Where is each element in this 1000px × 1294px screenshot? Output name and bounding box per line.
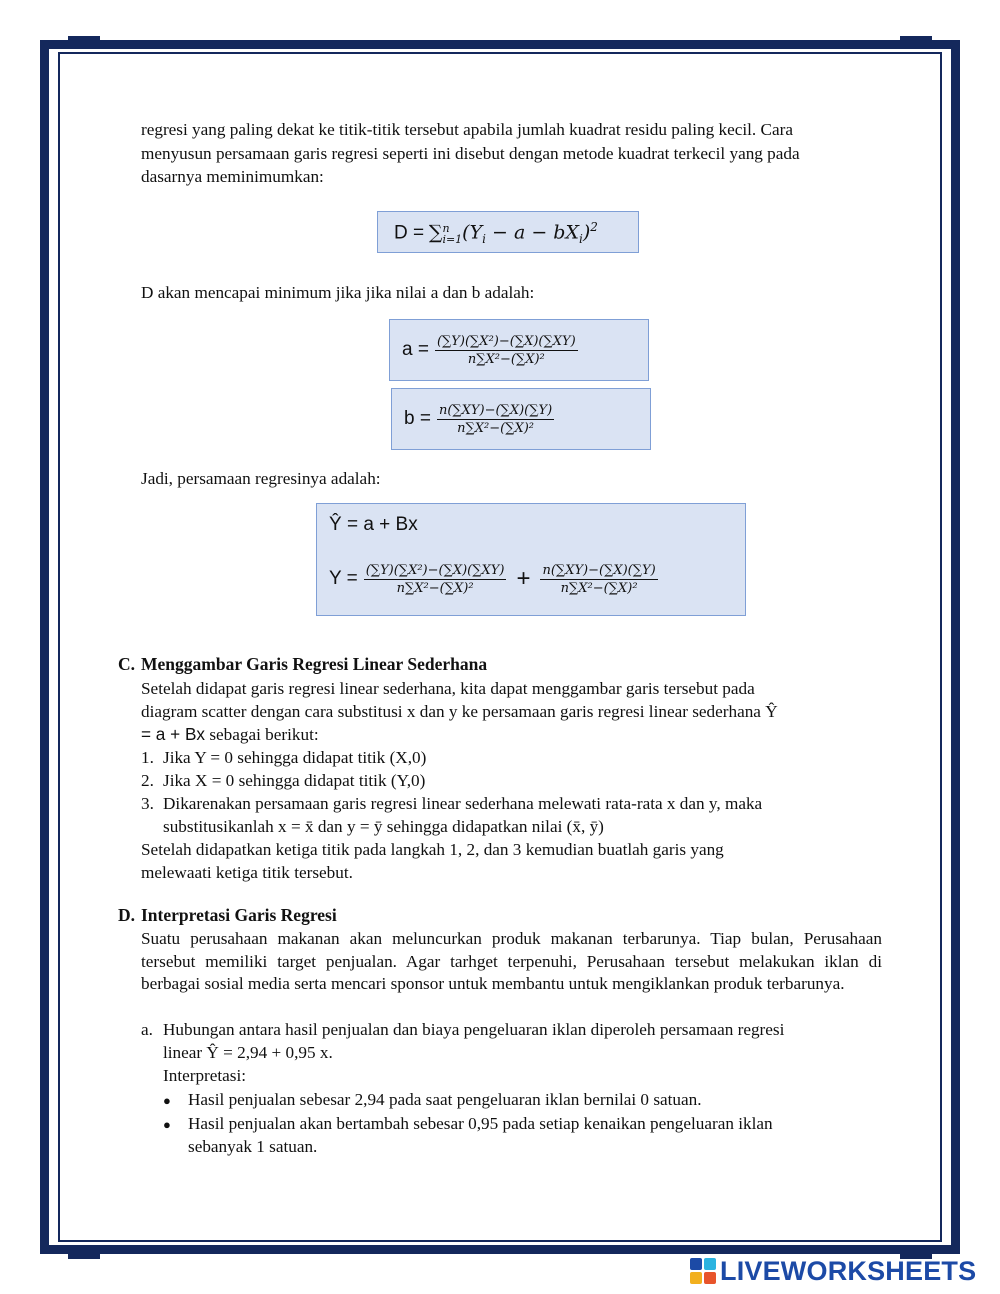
bullet-text: Hasil penjualan sebesar 2,94 pada saat pengeluaran iklan bernilai 0 satuan. bbox=[188, 1090, 702, 1109]
corner-decoration bbox=[900, 36, 932, 45]
logo-mark-tile bbox=[690, 1258, 702, 1270]
formula-y-fraction-a bbox=[364, 563, 507, 596]
formula-b-denominator: n∑X²−(∑X)² bbox=[457, 420, 535, 436]
formula-b-numerator: n(∑XY)−(∑X)(∑Y) bbox=[438, 402, 553, 418]
formula-b-box bbox=[391, 388, 651, 450]
section-c-closing: melewaati ketiga titik tersebut. bbox=[141, 863, 353, 882]
intro-paragraph bbox=[141, 118, 883, 189]
liveworksheets-logo bbox=[690, 1256, 976, 1286]
section-c-line bbox=[141, 723, 319, 746]
formula-d-power: 2 bbox=[590, 220, 598, 234]
formula-y-fraction-b bbox=[540, 563, 657, 596]
formula-d-lhs: D = bbox=[394, 222, 425, 244]
sum-limits bbox=[442, 223, 462, 245]
list-item-number: 1. bbox=[141, 748, 154, 767]
bullet-item bbox=[163, 1088, 702, 1112]
list-item-text: Jika Y = 0 sehingga didapat titik (X,0) bbox=[163, 748, 427, 767]
section-c-line: Setelah didapat garis regresi linear sederhana, kita dapat menggambar garis tersebut pada bbox=[141, 679, 755, 698]
section-c-closing: Setelah didapatkan ketiga titik pada langkah 1, 2, dan 3 kemudian buatlah garis yang bbox=[141, 840, 724, 859]
formula-a-lhs: a = bbox=[402, 339, 429, 360]
conclusion-text: Jadi, persamaan regresinya adalah: bbox=[141, 469, 381, 488]
corner-decoration bbox=[68, 1250, 100, 1259]
formula-y-a-numerator: (∑Y)(∑X²)−(∑X)(∑XY) bbox=[365, 562, 505, 578]
logo-mark-icon bbox=[690, 1258, 716, 1284]
list-item-text: Dikarenakan persamaan garis regresi linear sederhana melewati rata-rata x dan y, maka bbox=[163, 794, 763, 813]
logo-mark-tile bbox=[690, 1272, 702, 1284]
formula-d-subscript: i bbox=[482, 232, 486, 247]
formula-d-middle: − a − bX bbox=[485, 221, 579, 244]
section-c-title: Menggambar Garis Regresi Linear Sederhana bbox=[141, 654, 488, 674]
section-c-label: C. bbox=[118, 654, 136, 674]
section-d-paragraph: Suatu perusahaan makanan akan meluncurkan produk makanan terbarunya. Tiap bulan, Perusahaan tersebut memiliki target penjualan. Agar tarhget terpenuhi, Perusahaan tersebut melakukan iklan di berbagai sosial media serta mencari sponsor untuk membantu untuk mengiklankan produk terbarunya. bbox=[141, 929, 882, 993]
section-c-line bbox=[141, 700, 778, 723]
formula-b-lhs: b = bbox=[404, 408, 431, 429]
formula-a-denominator: n∑X²−(∑X)² bbox=[467, 351, 545, 367]
logo-mark-tile bbox=[704, 1272, 716, 1284]
logo-mark-tile bbox=[704, 1258, 716, 1270]
interpretation-label: Interpretasi: bbox=[163, 1066, 247, 1085]
list-item bbox=[141, 769, 426, 792]
corner-decoration bbox=[68, 36, 100, 45]
list-item bbox=[141, 746, 427, 769]
bullet-icon: ● bbox=[163, 1117, 171, 1132]
formula-a-fraction bbox=[435, 334, 578, 367]
formula-a-numerator: (∑Y)(∑X²)−(∑X)(∑XY) bbox=[436, 333, 576, 349]
minimum-condition-text: D akan mencapai minimum jika jika nilai a dan b adalah: bbox=[141, 283, 535, 302]
formula-d-end: ) bbox=[582, 221, 591, 244]
list-item-continuation: substitusikanlah x = x̄ dan y = ȳ sehingga didapatkan nilai (x̄, ȳ) bbox=[163, 817, 604, 836]
intro-line: dasarnya meminimumkan: bbox=[141, 167, 324, 186]
section-d-heading bbox=[118, 905, 337, 926]
list-item-text: Hubungan antara hasil penjualan dan biaya pengeluaran iklan diperoleh persamaan regresi bbox=[163, 1020, 785, 1039]
section-c-text: diagram scatter dengan cara substitusi x dan y ke persamaan garis regresi linear sederhana Ŷ bbox=[141, 702, 778, 721]
list-item bbox=[141, 1018, 785, 1041]
list-item-number: 2. bbox=[141, 771, 154, 790]
intro-line: regresi yang paling dekat ke titik-titik tersebut apabila jumlah kuadrat residu paling kecil. Cara bbox=[141, 120, 793, 139]
formula-d-subscript: i bbox=[579, 232, 583, 247]
sum-lower-limit: i=1 bbox=[442, 232, 463, 246]
formula-b-fraction bbox=[437, 403, 554, 436]
formula-y-b-numerator: n(∑XY)−(∑X)(∑Y) bbox=[542, 562, 656, 578]
section-d-label: D. bbox=[118, 905, 136, 925]
plus-sign: + bbox=[516, 565, 531, 592]
formula-d-box bbox=[377, 211, 639, 253]
bullet-text: Hasil penjualan akan bertambah sebesar 0,95 pada setiap kenaikan pengeluaran iklan bbox=[188, 1114, 773, 1133]
list-item-letter: a. bbox=[141, 1020, 153, 1039]
list-item-text: Jika X = 0 sehingga didapat titik (Y,0) bbox=[163, 771, 426, 790]
section-c-heading bbox=[118, 654, 488, 675]
formula-y-a-denominator: n∑X²−(∑X)² bbox=[396, 580, 474, 596]
formula-y-lhs: Y = bbox=[329, 568, 358, 589]
bullet-item bbox=[163, 1112, 773, 1136]
formula-d-body: (Y bbox=[462, 221, 483, 244]
bullet-continuation: sebanyak 1 satuan. bbox=[188, 1137, 318, 1156]
intro-line: menyusun persamaan garis regresi seperti ini disebut dengan metode kuadrat terkecil yang pada bbox=[141, 143, 800, 163]
formula-y-b-denominator: n∑X²−(∑X)² bbox=[560, 580, 638, 596]
bullet-icon: ● bbox=[163, 1093, 171, 1108]
section-c-text: sebagai berikut: bbox=[205, 725, 319, 744]
logo-text: LIVEWORKSHEETS bbox=[720, 1255, 977, 1286]
regression-equation-hat: Ŷ = a + Bx bbox=[329, 514, 418, 535]
section-c-equation: = a + Bx bbox=[141, 724, 206, 744]
list-item-number: 3. bbox=[141, 794, 154, 813]
list-item bbox=[141, 792, 763, 815]
sum-symbol: ∑ bbox=[428, 221, 443, 244]
sum-upper-limit: n bbox=[442, 221, 450, 235]
list-item-continuation: linear Ŷ = 2,94 + 0,95 x. bbox=[163, 1043, 333, 1062]
section-d-title: Interpretasi Garis Regresi bbox=[141, 905, 337, 925]
formula-y-box bbox=[316, 503, 746, 616]
formula-a-box bbox=[389, 319, 649, 381]
